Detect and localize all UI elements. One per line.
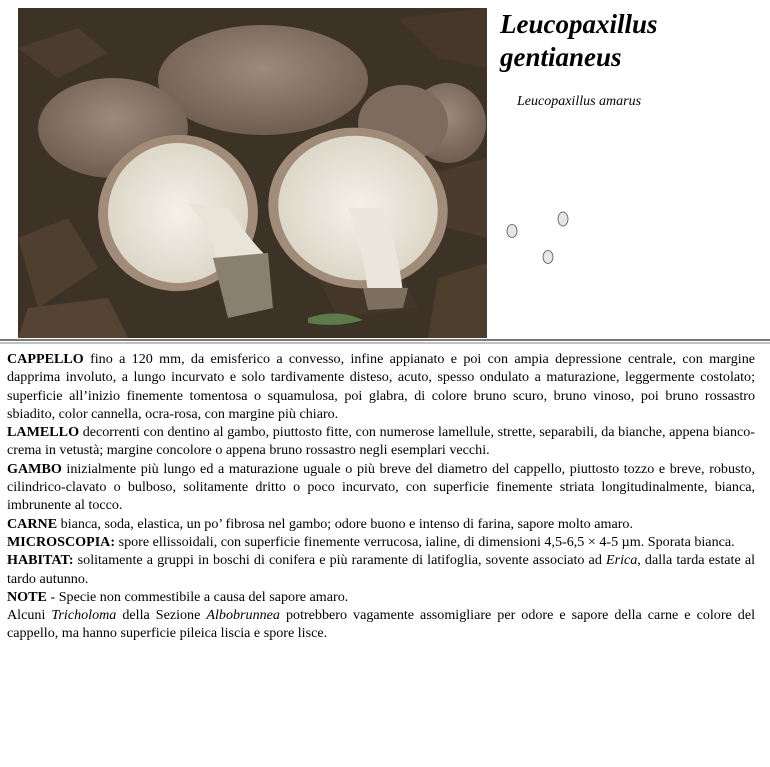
paragraph-habitat: [7, 551, 755, 588]
paragraph-microscopia: [7, 533, 755, 551]
label-note: NOTE: [7, 588, 47, 605]
label-gambo: GAMBO: [7, 460, 62, 477]
description-text: [7, 350, 755, 643]
text-microscopia: spore ellissoidali, con superficie finemente verrucosa, ialine, di dimensioni 4,5-6,5 × 4-5 µm. Sporata bianca.: [115, 533, 735, 550]
label-carne: CARNE: [7, 515, 58, 532]
paragraph-cappello: [7, 350, 755, 423]
label-cappello: CAPPELLO: [7, 351, 84, 367]
paragraph-gambo: [7, 460, 755, 515]
mushroom-illustration: [18, 8, 487, 338]
paragraph-carne: [7, 515, 755, 533]
text-habitat-italic: Erica: [605, 552, 638, 569]
text-alcuni-c: potrebbero vagamente assomigliare per odore e sapore della carne e colore del cappello, ma hanno superficie pileica liscia e spore lisce.: [7, 607, 755, 642]
text-cappello: fino a 120 mm, da emisferico a convesso, infine appianato e poi con ampia depressione centrale, con margine dapprima involuto, a lungo incurvato e solo tardivamente disteso, acuto, spesso ondulato a maturazione, leggermente costolato; superficie all’inizio finemente tomentosa o squamulosa, poi glabra, di colore bruno scuro, bruno vinoso, poi bruno rossastro sbiadito, color cannella, ocra-rosa, con margine più chiaro.: [7, 351, 755, 422]
spore-icon: [558, 212, 568, 226]
title-species: gentianeus: [500, 42, 622, 72]
text-carne: bianca, soda, elastica, un po’ fibrosa nel gambo; odore buono e intenso di farina, sapore molto amaro.: [57, 515, 633, 532]
species-title: [500, 8, 765, 74]
text-alcuni-a: Alcuni: [7, 607, 52, 624]
text-note: - Specie non commestibile a causa del sapore amaro.: [46, 588, 349, 605]
text-alcuni-italic-a: Tricholoma: [51, 607, 117, 624]
text-alcuni-italic-b: Albobrunnea: [206, 607, 280, 624]
text-alcuni-b: della Sezione: [116, 607, 207, 624]
paragraph-alcuni: [7, 606, 755, 643]
title-genus: Leucopaxillus: [500, 9, 658, 39]
text-gambo: inizialmente più lungo ed a maturazione uguale o più breve del diametro del cappello, piuttosto tozzo e breve, robusto, cilindrico-clavato o bulboso, solitamente dritto o poco incurvato, con superficie finemente striata longitudinalmente, bianca, imbrunente al tocco.: [7, 460, 755, 514]
spore-drawings: [500, 205, 580, 270]
spore-icon: [543, 251, 553, 264]
paragraph-lamello: [7, 423, 755, 460]
label-habitat: HABITAT:: [7, 552, 74, 569]
label-microscopia: MICROSCOPIA:: [7, 533, 116, 550]
text-habitat-b: , dalla tarda estate al tardo autunno.: [7, 552, 755, 587]
mushroom-photo: [18, 8, 487, 338]
section-divider: [0, 339, 770, 344]
label-lamello: LAMELLO: [7, 424, 80, 441]
paragraph-note: [7, 588, 755, 606]
species-synonym: Leucopaxillus amarus: [517, 94, 642, 109]
text-habitat-a: solitamente a gruppi in boschi di conifera e più raramente di latifoglia, sovente associato ad: [73, 552, 606, 569]
text-lamello: decorrenti con dentino al gambo, piuttosto fitte, con numerose lamellule, strette, separabili, da bianche, appena bianco-crema in vetustà; margine concolore o appena bruno rossastro negli esemplari vecchi.: [7, 424, 755, 459]
spore-icon: [507, 225, 517, 238]
